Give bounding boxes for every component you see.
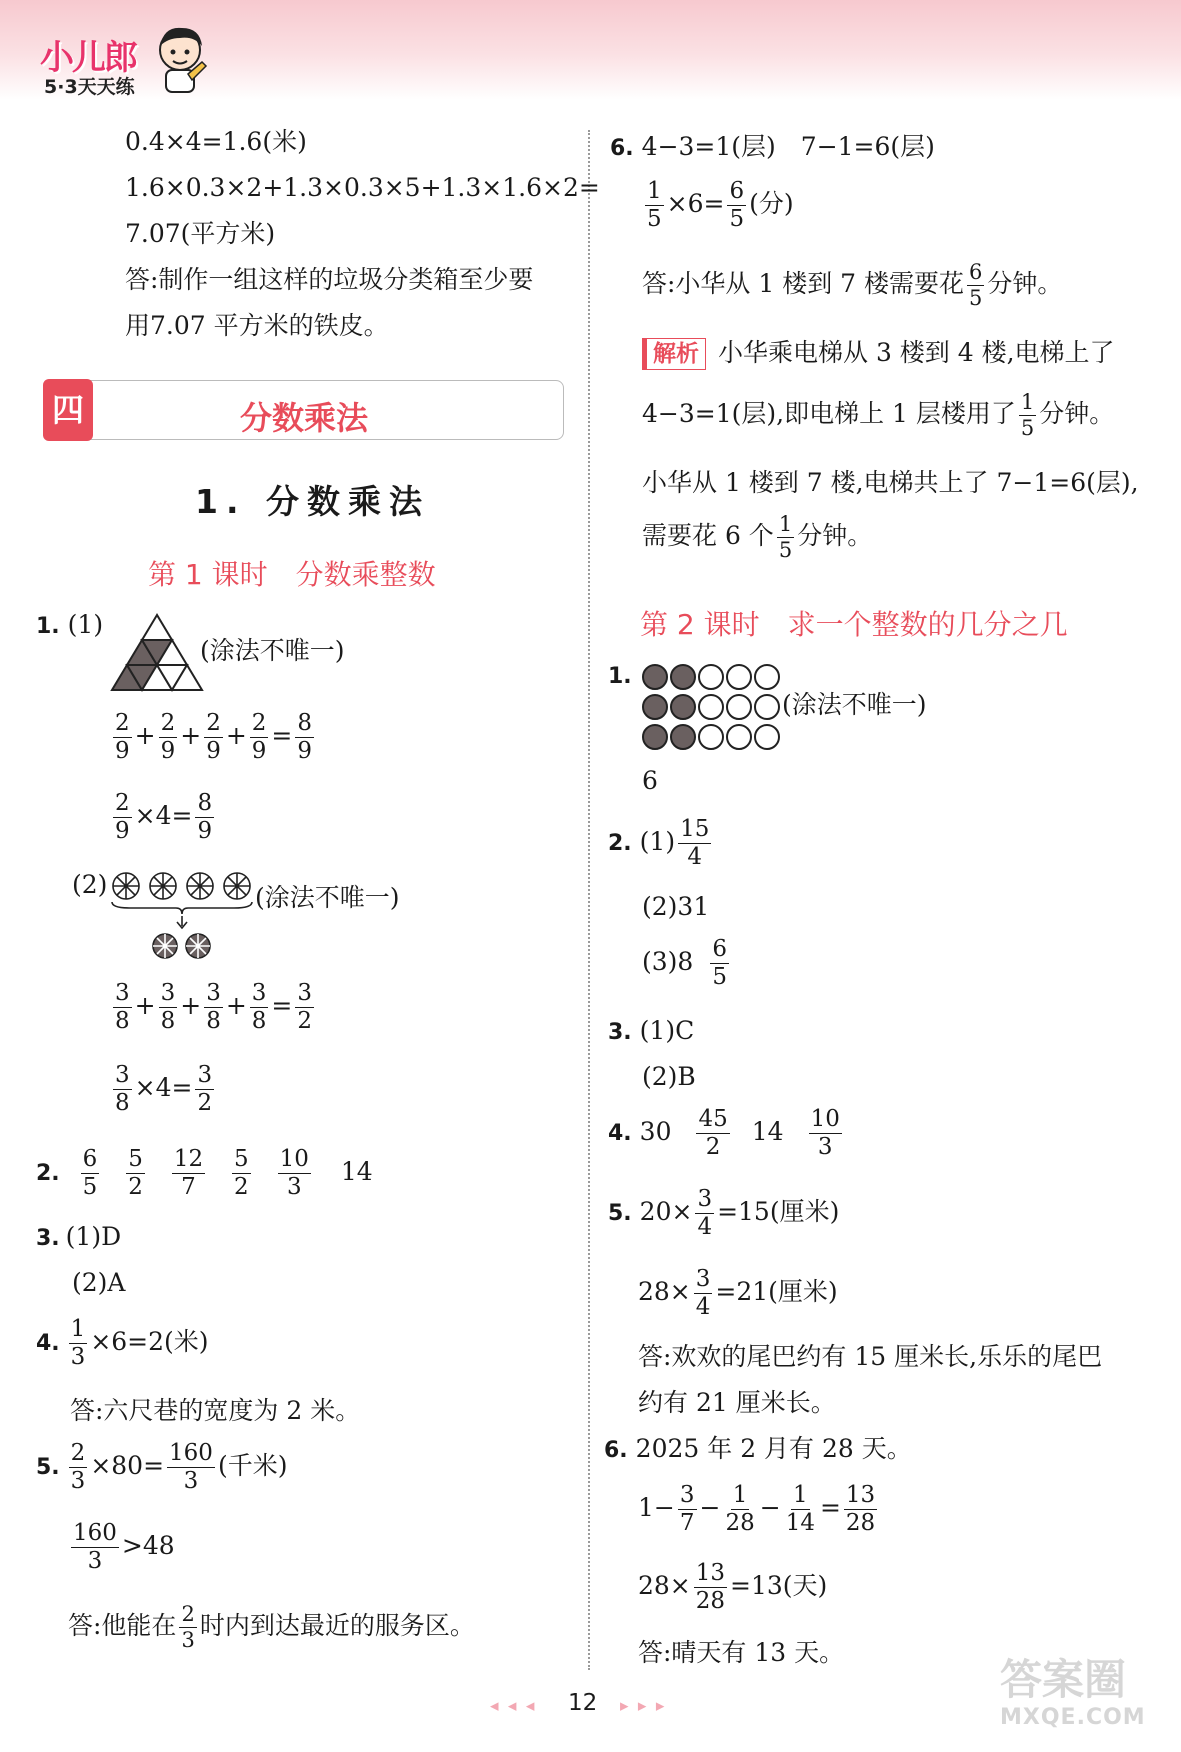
brand-series: 5·3天天练: [44, 76, 135, 98]
q4-eq: 4. $\frac{1}{3}$ ×6=2(米): [36, 1316, 209, 1370]
q1-label: 1. (1): [36, 610, 104, 639]
filled-circle-icon: [670, 694, 696, 720]
prev-line-5: 用7.07 平方米的铁皮。: [125, 311, 389, 340]
r-q6b-line1: 6. 2025 年 2 月有 28 天。: [604, 1434, 912, 1463]
filled-circle-icon: [642, 724, 668, 750]
column-divider: [588, 130, 590, 1670]
next-arrows-icon: ▸ ▸ ▸: [620, 1696, 667, 1716]
r-q6-explain-2: 4−3=1(层),即电梯上 1 层楼用了 $\frac{1}{5}$ 分钟。: [642, 390, 1115, 440]
r-q1-label: 1.: [608, 664, 632, 689]
triangle-grid-icon: [110, 612, 204, 692]
filled-circle-icon: [670, 724, 696, 750]
empty-circle-icon: [726, 724, 752, 750]
wheel-diagram-icon: [110, 870, 260, 970]
r-q6-line1: 6. 4−3=1(层) 7−1=6(层): [610, 132, 935, 161]
r-q6-answer: 答:小华从 1 楼到 7 楼需要花 $\frac{6}{5}$ 分钟。: [642, 260, 1063, 310]
prev-line-1: 0.4×4=1.6(米): [125, 127, 307, 156]
circles-row-1: [642, 660, 782, 690]
q5-compare: $\frac{160}{3}$ >48: [73, 1520, 175, 1574]
q1-note-1: (涂法不唯一): [200, 636, 345, 665]
empty-circle-icon: [754, 724, 780, 750]
r-q6b-eq2: 28× $\frac{13}{28}$ =13(天): [638, 1560, 828, 1614]
q1-part1: (1): [67, 610, 104, 639]
chapter-number: 四: [43, 379, 93, 441]
q1-eq2: $\frac{2}{9}$ ×4= $\frac{8}{9}$: [115, 790, 213, 844]
r-q2-a: 2. (1) $\frac{15}{4}$: [608, 816, 710, 870]
q5-answer: 答:他能在 $\frac{2}{3}$ 时内到达最近的服务区。: [68, 1602, 475, 1652]
r-q2-c: (3)8 $\frac{6}{5}$: [642, 936, 727, 990]
r-q5-eq2: 28× $\frac{3}{4}$ =21(厘米): [638, 1266, 838, 1320]
q4-answer: 答:六尺巷的宽度为 2 米。: [70, 1396, 361, 1425]
page-number: 12: [568, 1690, 598, 1716]
filled-circle-icon: [670, 664, 696, 690]
lesson-title-2: 第 2 课时 求一个整数的几分之几: [640, 608, 1068, 641]
q3-b: (2)A: [72, 1268, 126, 1297]
empty-circle-icon: [698, 694, 724, 720]
circles-row-3: [642, 720, 782, 750]
chapter-banner: [44, 380, 564, 440]
watermark-title: 答案圈: [1000, 1655, 1127, 1704]
watermark-url: MXQE.COM: [1000, 1705, 1146, 1730]
q1-note-2: (涂法不唯一): [255, 883, 400, 912]
r-q5-answer-2: 约有 21 厘米长。: [638, 1388, 836, 1417]
r-q1-note: (涂法不唯一): [782, 690, 927, 719]
empty-circle-icon: [726, 694, 752, 720]
lesson-title-1: 第 1 课时 分数乘整数: [148, 558, 436, 591]
r-q2-b: (2)31: [642, 892, 710, 921]
r-q5-answer-1: 答:欢欢的尾巴约有 15 厘米长,乐乐的尾巴: [638, 1342, 1103, 1371]
r-q6b-eq: 1− $\frac{3}{7}$ − $\frac{1}{28}$ − $\frac{1}{14}$ = $\frac{13}{28}$: [638, 1482, 876, 1536]
prev-line-3: 7.07(平方米): [125, 219, 276, 248]
r-q6-explain-1: 解析 小华乘电梯从 3 楼到 4 楼,电梯上了: [642, 338, 1115, 370]
q1-part2: (2): [72, 870, 108, 899]
empty-circle-icon: [698, 724, 724, 750]
q1-eq1: $\frac{2}{9}$ + $\frac{2}{9}$ + $\frac{2}{9}$ + $\frac{2}{9}$ = $\frac{8}{9}$: [115, 710, 313, 764]
empty-circle-icon: [754, 664, 780, 690]
r-q6-explain-3: 小华从 1 楼到 7 楼,电梯共上了 7−1=6(层),: [642, 468, 1139, 497]
r-q3-a: 3. (1)C: [608, 1016, 695, 1045]
q5-eq: 5. $\frac{2}{3}$ ×80= $\frac{160}{3}$ (千米): [36, 1440, 288, 1494]
q2-line: 2. $\frac{6}{5}$ $\frac{5}{2}$ $\frac{12}{7}$ $\frac{5}{2}$ $\frac{10}{3}$ 14: [36, 1146, 373, 1200]
empty-circle-icon: [698, 664, 724, 690]
page-header: [0, 0, 1181, 100]
brand-logo-text: 小儿郎: [40, 38, 136, 78]
prev-arrows-icon: ◂ ◂ ◂: [490, 1696, 537, 1716]
filled-circle-icon: [642, 664, 668, 690]
mascot-icon: [150, 22, 210, 94]
chapter-title: 分数乘法: [239, 399, 368, 437]
section-title: 1. 分数乘法: [195, 482, 430, 521]
q1-eq4: $\frac{3}{8}$ ×4= $\frac{3}{2}$: [115, 1062, 213, 1116]
q1-eq3: $\frac{3}{8}$ + $\frac{3}{8}$ + $\frac{3}{8}$ + $\frac{3}{8}$ = $\frac{3}{2}$: [115, 980, 313, 1034]
r-q4-line: 4. 30 $\frac{45}{2}$ 14 $\frac{10}{3}$: [608, 1106, 840, 1160]
prev-line-2: 1.6×0.3×2+1.3×0.3×5+1.3×1.6×2=: [125, 173, 600, 202]
filled-circle-icon: [642, 694, 668, 720]
r-q6-eq: $\frac{1}{5}$ ×6= $\frac{6}{5}$ (分): [647, 178, 794, 232]
r-q6b-answer: 答:晴天有 13 天。: [638, 1638, 845, 1667]
prev-line-4: 答:制作一组这样的垃圾分类箱至少要: [125, 265, 534, 294]
empty-circle-icon: [726, 664, 752, 690]
r-q1-answer: 6: [642, 766, 658, 795]
empty-circle-icon: [754, 694, 780, 720]
r-q3-b: (2)B: [642, 1062, 696, 1091]
r-q6-explain-4: 需要花 6 个 $\frac{1}{5}$ 分钟。: [642, 512, 873, 562]
q3-a: 3. (1)D: [36, 1222, 122, 1251]
watermark: [1000, 1655, 1165, 1745]
circles-row-2: [642, 690, 927, 720]
r-q5-eq1: 5. 20× $\frac{3}{4}$ =15(厘米): [608, 1186, 840, 1240]
analysis-tag: 解析: [642, 338, 706, 370]
